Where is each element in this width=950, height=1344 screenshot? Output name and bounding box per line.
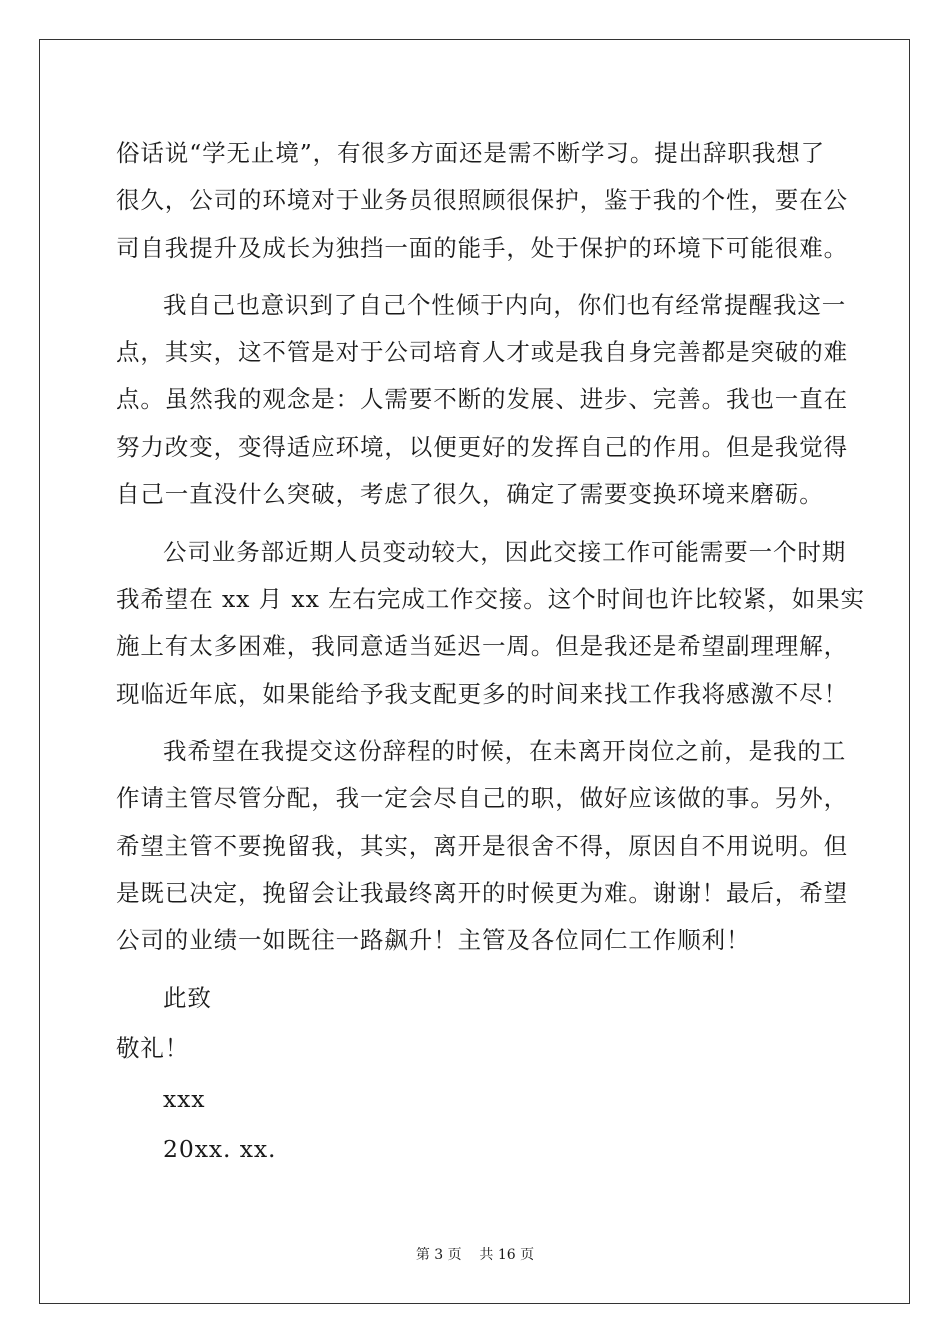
text-line: 施上有太多困难，我同意适当延迟一周。但是我还是希望副理理解，: [116, 632, 848, 660]
paragraph-start-line: 我希望在我提交这份辞程的时候，在未离开岗位之前，是我的工: [163, 737, 847, 765]
text-line: 自己一直没什么突破，考虑了很久，确定了需要变换环境来磨砺。: [116, 480, 824, 508]
text-line: 公司的业绩一如既往一路飙升！主管及各位同仁工作顺利！: [116, 926, 751, 954]
closing-salutation: 此致: [163, 984, 212, 1012]
paragraph-start-line: 公司业务部近期人员变动较大，因此交接工作可能需要一个时期: [163, 538, 847, 566]
closing-regards: 敬礼！: [116, 1034, 190, 1062]
page-number-footer: 第 3 页 共 16 页: [415, 1247, 535, 1263]
signature-date: 20xx. xx.: [163, 1135, 277, 1163]
text-line: 俗话说“学无止境”，有很多方面还是需不断学习。提出辞职我想了: [116, 139, 826, 167]
text-line: 司自我提升及成长为独挡一面的能手，处于保护的环境下可能很难。: [116, 234, 848, 262]
text-line: 是既已决定，挽留会让我最终离开的时候更为难。谢谢！最后，希望: [116, 879, 848, 907]
text-line: 努力改变，变得适应环境，以便更好的发挥自己的作用。但是我觉得: [116, 433, 848, 461]
text-line: 我希望在 xx 月 xx 左右完成工作交接。这个时间也许比较紧，如果实: [116, 585, 865, 613]
text-line: 点，其实，这不管是对于公司培育人才或是我自身完善都是突破的难: [116, 338, 848, 366]
text-line: 希望主管不要挽留我，其实，离开是很舍不得，原因自不用说明。但: [116, 832, 848, 860]
page-border: [39, 39, 910, 1304]
text-line: 作请主管尽管分配，我一定会尽自己的职，做好应该做的事。另外，: [116, 784, 848, 812]
signature-name: xxx: [163, 1085, 206, 1113]
text-line: 点。虽然我的观念是：人需要不断的发展、进步、完善。我也一直在: [116, 385, 848, 413]
text-line: 现临近年底，如果能给予我支配更多的时间来找工作我将感激不尽！: [116, 680, 848, 708]
paragraph-start-line: 我自己也意识到了自己个性倾于内向，你们也有经常提醒我这一: [163, 291, 847, 319]
text-line: 很久，公司的环境对于业务员很照顾很保护，鉴于我的个性，要在公: [116, 186, 848, 214]
